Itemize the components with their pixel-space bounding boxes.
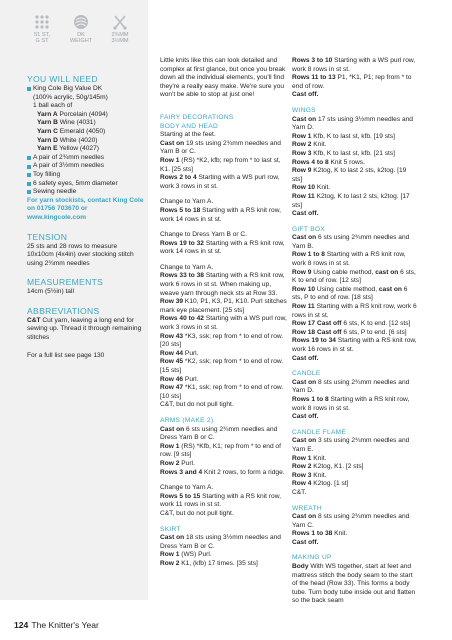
instruction: Rows 11 to 13 P1, *K1, P1; rep from * to end of row.	[292, 74, 412, 90]
bullet-icon	[27, 173, 31, 177]
instruction: Row 45 *K2, ssk; rep from * to end of row. [15 sts]	[160, 358, 284, 374]
instruction: Cast off.	[292, 210, 319, 218]
instruction: Row 2 K1, (kfb) 17 times. [35 sts]	[160, 559, 258, 567]
instruction: Row 18 Cast off 6 sts, P to end. [6 sts]	[292, 328, 407, 336]
instruction: C&T, but do not pull tight.	[160, 401, 234, 409]
list-item: King Cole Big Value DK	[27, 85, 145, 94]
instruction: Row 3 Kfb, K to last st, kfb. [21 sts]	[292, 149, 395, 157]
instruction: Change to Yarn A.	[160, 263, 214, 271]
list-item: 6 safety eyes, 5mm diameter	[27, 180, 145, 189]
instruction: Change to Dress Yarn B or C.	[160, 231, 247, 239]
instruction: Row 44 Purl.	[160, 349, 199, 357]
full-list-note: For a full list see page 130	[27, 351, 105, 359]
yarn-c: Yarn C Emerald (4050)	[37, 127, 106, 135]
instruction: Row 47 *K1, ssk; rep from * to end of row. [10 sts]	[160, 384, 284, 400]
instruction: Starting at the feet.	[160, 131, 216, 139]
section-heading: WINGS	[292, 106, 316, 114]
section-heading: GIFT BOX	[292, 225, 326, 233]
abbreviations-section	[27, 306, 145, 343]
yarn-a: Yarn A Porcelain (4094)	[37, 110, 108, 118]
needle-icon: 2¾MM 3½MM	[104, 14, 136, 44]
instruction: Row 46 Purl.	[160, 375, 199, 383]
instruction: Row 11 Starting with a RS knit row, work 6 rows in st st.	[292, 303, 417, 319]
list-item: Sewing needle	[27, 188, 145, 197]
list-item: A pair of 3½mm needles	[27, 162, 145, 171]
tension-section	[27, 232, 145, 269]
instruction: Row 17 Cast off 6 sts, K to end. [12 sts]	[292, 320, 411, 328]
instruction: Rows 1 to 8 Starting with a RS knit row, work 8 rows in st st.	[292, 395, 410, 412]
instruction: C&T, but do not pull tight.	[160, 509, 234, 517]
instruction: C&T.	[292, 488, 307, 496]
yarn-d: Yarn D White (4020)	[37, 136, 98, 144]
instruction: Cast on 3 sts using 2¾mm needles and Yarn E.	[292, 437, 410, 453]
instruction: Cast on 6 sts using 2¾mm needles and Yarn B.	[292, 234, 410, 250]
tension-text: 25 sts and 28 rows to measure 10x10cm (4x4in) over stocking stitch using 2¾mm needles	[27, 242, 134, 267]
instruction: Row 9 K2tog, K to last 2 sts, k2tog. [19 sts]	[292, 167, 407, 183]
instruction: Row 11 K2tog, K to last 2 sts, k2tog. [17 sts]	[292, 192, 410, 209]
instruction: Row 10 Using cable method, cast on 6 sts, P to end of row. [18 sts]	[292, 285, 408, 302]
section-heading: WREATH	[292, 504, 322, 512]
instruction: Cast on 19 sts using 2¾mm needles and Yarn B or C.	[160, 139, 281, 156]
list-item: A pair of 2¾mm needles	[27, 154, 145, 163]
measurements-heading: MEASUREMENTS	[27, 277, 104, 288]
instruction: Cast on 8 sts using 2¾mm needles and Yarn D.	[292, 378, 410, 395]
instruction: Cast on 18 sts using 3½mm needles and Dress Yarn B or C.	[160, 534, 281, 550]
instruction: Cast off.	[292, 413, 319, 421]
pattern-column-2	[292, 57, 418, 606]
instruction: Rows 33 to 38 Starting with a RS knit row, work 6 rows in st st. When making up, weave yarn through neck sts at Row 33.	[160, 272, 285, 297]
instruction: Row 1 Knit.	[292, 454, 327, 462]
sidebar-content	[27, 74, 145, 360]
yarn-fibre: (100% acrylic, 50g/145m)	[33, 93, 108, 101]
page-footer	[14, 620, 99, 630]
instruction: Row 9 Using cable method, cast on 6 sts, K to end of row. [12 sts]	[292, 268, 416, 285]
instruction: Cast off.	[292, 91, 319, 99]
abbreviations-heading: ABBREVIATIONS	[27, 305, 100, 316]
abbreviations-text: C&T Cut yarn, leaving a long end for sewing up. Thread it through remaining stitches	[27, 316, 142, 342]
info-icons	[26, 14, 136, 44]
instruction: Row 43 *K3, ssk; rep from * to end of row. [20 sts]	[160, 332, 284, 349]
instruction: Rows 5 to 18 Starting with a RS knit row, work 14 rows in st st.	[160, 206, 281, 223]
instruction: Row 39 K10, P1, K3, P1, K10. Purl stitches mark eye placement. [25 sts]	[160, 298, 287, 314]
measurements-section	[27, 277, 145, 297]
instruction: Body With WS together, start at feet and mattress stitch the body seam to the start of the head (Row 33). This forms a body tube. Turn body tube inside out and flatten so the back seam	[292, 563, 416, 605]
bullet-icon	[27, 165, 31, 169]
bullet-icon	[27, 156, 31, 160]
you-will-need-heading: YOU WILL NEED	[27, 74, 98, 84]
instruction: Cast on 6 sts using 2¾mm needles and Dress Yarn B or C.	[160, 425, 278, 442]
yarn-weight-icon: DK WEIGHT	[65, 14, 97, 44]
yarn-b: Yarn B Wine (4031)	[37, 119, 96, 127]
instruction: Change to Yarn A.	[160, 198, 214, 206]
page-number: 124	[14, 620, 29, 630]
instruction: Rows 19 to 32 Starting with a RS knit row, work 14 rows in st st.	[160, 239, 285, 256]
section-heading: SKIRT	[160, 525, 181, 533]
section-heading: CANDLE	[292, 370, 321, 378]
instruction: Row 2 Purl.	[160, 459, 195, 467]
instruction: Rows 19 to 34 Starting with a RS knit row, work 16 rows in st st.	[292, 337, 417, 353]
instruction: Rows 40 to 42 Starting with a WS purl row, work 3 rows in st st.	[160, 315, 287, 332]
pattern-column-1	[160, 57, 288, 568]
intro-paragraph: Little knits like this can look detailed and complex at first glance, but once you break down all the individual elements, you'll find they're a really easy make. We're sure you won't be able to stop at just one!	[160, 57, 286, 99]
instruction: Rows 1 to 38 Knit.	[292, 530, 348, 538]
instruction: Cast on 17 sts using 3½mm needles and Yarn D.	[292, 115, 413, 132]
instruction: Change to Yarn A.	[160, 484, 214, 492]
instruction: Row 2 K2tog, K1. [2 sts]	[292, 463, 364, 471]
section-heading: MAKING UP	[292, 554, 332, 562]
instruction: Rows 3 and 4 Knit 2 rows, to form a ridge.	[160, 468, 285, 476]
instruction: Cast on 8 sts using 2¾mm needles and Yarn C.	[292, 513, 410, 529]
tension-heading: TENSION	[27, 231, 68, 242]
publication-title: The Knitter's Year	[31, 620, 99, 630]
instruction: Row 1 to 8 Starting with a RS knit row, work 8 rows in st st.	[292, 251, 406, 268]
instruction: Row 4 K2tog. [1 st]	[292, 480, 349, 488]
bullet-icon	[27, 87, 31, 91]
you-will-need-section	[27, 74, 145, 223]
bullet-icon	[27, 190, 31, 194]
instruction: Cast off.	[292, 538, 319, 546]
instruction: Row 10 Knit.	[292, 184, 331, 192]
measurements-text: 14cm (5½in) tall	[27, 288, 74, 296]
yarn-e: Yarn E Yellow (4027)	[37, 145, 99, 153]
section-heading: FAIRY DECORATIONS	[160, 113, 234, 121]
ball-each: 1 ball each of	[33, 102, 73, 110]
section-heading: ARMS (MAKE 2)	[160, 416, 214, 424]
tension-icon: 51 ST, G ST	[26, 14, 58, 44]
instruction: Row 1 (RS) *Kfb, K1; rep from * to end of row. [9 sts]	[160, 442, 281, 459]
sidebar-panel	[0, 0, 148, 600]
instruction: Rows 2 to 4 Starting with a WS purl row, work 3 rows in st st.	[160, 174, 280, 190]
instruction: Rows 3 to 10 Starting with a WS purl row, work 8 rows in st st.	[292, 57, 416, 73]
stockists-note: For yarn stockists, contact King Cole on 01756 703670 or www.kingcole.com	[27, 196, 144, 221]
instruction: Row 3 Knit.	[292, 471, 327, 479]
instruction: Rows 4 to 8 Knit 5 rows.	[292, 158, 365, 166]
instruction: Rows 5 to 15 Starting with a RS knit row, work 11 rows in st st.	[160, 492, 281, 509]
instruction: Row 1 (WS) Purl.	[160, 551, 212, 559]
instruction: Row 1 (RS) *K2, kfb; rep from * to last st, K1. [25 sts]	[160, 156, 281, 173]
instruction: Cast off.	[292, 354, 319, 362]
section-heading: CANDLE FLAME	[292, 428, 347, 436]
instruction: Row 2 Knit.	[292, 141, 327, 149]
section-heading: BODY AND HEAD	[160, 122, 219, 130]
bullet-icon	[27, 182, 31, 186]
list-item: Toy filling	[27, 171, 145, 180]
instruction: Row 1 Kfb, K to last st, kfb. [19 sts]	[292, 132, 395, 140]
